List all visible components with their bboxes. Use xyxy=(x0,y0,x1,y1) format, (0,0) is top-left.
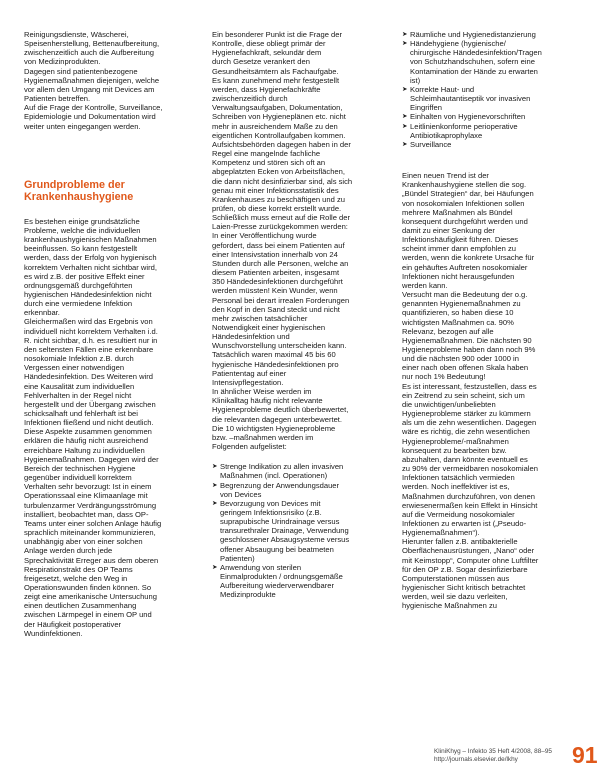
list-item: ➤ Anwendung von sterilen Einmalprodukten / ordnungsgemäße Aufbereitung wiederverwendbarer Medizinprodukte xyxy=(212,563,385,600)
journal-url: http://journals.elsevier.de/lkhy xyxy=(434,756,518,763)
intro-paragraph: Reinigungsdienste, Wäscherei, Speisenherstellung, Bettenaufbereitung, zwischenzeitlich auch die Aufbereitung von Medizinprodukten. Dagegen sind patientenbezogene Hygienemaßnahmen diejenigen, welche vor allem den Umgang mit Devices am Patienten betreffen. Auf die Frage der Kontrolle, Surveillance, Epidemiologie und Dokumentation wird weiter unten eingegangen werden. xyxy=(24,30,163,131)
column-right xyxy=(402,30,574,611)
journal-citation xyxy=(434,748,574,764)
list-item: ➤ Händehygiene (hygienische/ chirurgische Händedesinfektion/Tragen von Schutzhandschuhen, sofern eine Kontamination der Hände zu erwarten ist) xyxy=(402,39,574,85)
body-paragraph: Ein besonderer Punkt ist die Frage der Kontrolle, diese obliegt primär der Hygienefachkraft, sekundär dem durch Gesetze verankert den Gesundheitsämtern als Fachaufgabe. Es kann zunehmend mehr festgestellt werden, dass Hygienefachkräfte zwischenzeitlich durch Verwaltungsaufgaben, Dokumentation, Schreiben von Hygieneplänen etc. nicht mehr in ausreichendem Maße zu den eigentlichen Kontrollaufgaben kommen. Aufsichtsbehörden dagegen haben in der Regel eine mangelnde fachliche Kompetenz und stören sich oft an abgeplatzten Ecken von Arbeitsflächen, die dann nicht desinfizierbar sind, als sich genau mit einer Infektionsstatistik des Krankenhauses zu beschäftigen und zu prüfen, ob diese korrekt erstellt wurde. Schließlich muss erneut auf die Rolle der Laien-Presse zurückgekommen werden: In einer Veröffentlichung wurde gefordert, dass bei einem Patienten auf einer Intensivstation innerhalb von 24 Stunden durch alle Personen, welche an diesem Patienten arbeiten, insgesamt 350 Händedesinfektionen durchgeführt werden müssten! Kein Wunder, wenn Personal bei derart irrealen Forderungen den Kopf in den Sand steckt und nicht mehr zwischen tatsächlicher Notwendigkeit einer hygienischen Händedesinfektion und Wunschvorstellung unterscheiden kann. Tatsächlich waren maximal 45 bis 60 hygienische Händedesinfektionen pro Patiententag auf einer Intensivpflegestation. In ähnlicher Weise werden im Klinikalltag häufig nicht relevante Hygieneprobleme deutlich überbewertet, die relevanten dagegen unterbewertet. Die 10 wichtigsten Hygieneprobleme bzw. –maßnahmen werden im Folgenden aufgelistet: xyxy=(212,30,353,452)
column-middle xyxy=(212,30,385,610)
list-item: ➤ Korrekte Haut- und Schleimhautantiseptik vor invasiven Eingriffen xyxy=(402,85,574,112)
list-item: ➤ Bevorzugung von Devices mit geringem Infektionsrisiko (z.B. suprapubische Urindrainage versus transurethraler Drainage, Verwendung geschlossener Absaugsysteme versus offener Absaugung bei beatmeten Patienten) xyxy=(212,499,385,563)
list-item: ➤ Surveillance xyxy=(402,140,574,149)
measures-list xyxy=(212,462,385,599)
list-item: ➤ Strenge Indikation zu allen invasiven Maßnahmen (incl. Operationen) xyxy=(212,462,385,480)
list-item: ➤ Einhalten von Hygienevorschriften xyxy=(402,112,574,121)
column-left xyxy=(24,30,199,638)
list-item: ➤ Räumliche und Hygienedistanzierung xyxy=(402,30,574,39)
section-heading: Grundprobleme der Krankenhaushygiene xyxy=(24,178,134,203)
body-paragraph: Einen neuen Trend ist der Krankenhaushygiene stellen die sog. „Bündel Strategien“ dar, bei Häufungen von nosokomialen Infektionen sollen mehrere Maßnahmen als Bündel konsequent durchgeführt werden und damit zu einer Senkung der Infektionshäufigkeit führen. Dieses scheint immer dann empfohlen zu werden, wenn die konkrete Ursache für ein gehäuftes Auftreten nosokomialer Infektionen nicht herausgefunden werden kann. Versucht man die Bedeutung der o.g. genannten Hygienemaßnahmen zu quantifizieren, so haben diese 10 wichtigsten Maßnahmen ca. 90% Relevanz, bezogen auf alle Hygienemaßnahmen. Die nächsten 90 Hygieneprobleme haben dann noch 9% und die nächsten 900 oder 1000 in einer nach oben offenen Skala haben nur noch 1% Bedeutung! Es ist interessant, festzustellen, dass es ein Zeitrend zu sein scheint, sich um die unwichtigen/unbeliebten Hygieneprobleme stärker zu kümmern als um die zehn wesentlichen. Dagegen wäre es richtig, die zehn wesentlichen Hygieneprobleme/-maßnahmen konsequent zu bearbeiten bzw. abzuhalten, dann könnte eventuell es zu 90% der vermeidbaren nosokomialen Infektionen tatsächlich vermieden werden. Noch ineffektiver ist es, Maßnahmen durchzuführen, von denen erwiesenermaßen kein Effekt in Hinsicht auf die Vermeidung nosokomialer Infektionen zu erwarten ist („Pseudo- Hygienemaßnahmen“). Hierunter fallen z.B. antibakterielle Oberflächenausrüstungen, „Nano“ oder mit Keimstopp“, Computer ohne Luftfilter für den OP z.B. Sogar desinfizierbare Computerstationen müssen aus hygienischer Sicht kritisch betrachtet werden, weil sie dazu verleiten, hygienische Maßnahmen zu xyxy=(402,171,539,611)
page-footer xyxy=(402,742,598,772)
citation-line: KliniKhyg – Infekto 35 Heft 4/2008, 88–95 xyxy=(434,748,552,755)
page-number: 91 xyxy=(572,742,598,768)
measures-list-continued xyxy=(402,30,574,149)
list-item: ➤ Begrenzung der Anwendungsdauer von Devices xyxy=(212,481,385,499)
body-paragraph: Es bestehen einige grundsätzliche Probleme, welche die individuellen krankenhaushygienischen Maßnahmen beeinflussen. So kann festgestellt werden, dass der Erfolg von hygienisch korrektem Verhalten nicht sichtbar wird, es wird z.B. der positive Effekt einer ordnungsgemäß durchgeführten hygienischen Händedesinfektion nicht durch eine vermiedene Infektion erkennbar. Gleichermaßen wird das Ergebnis von individuell nicht korrektem Verhalten i.d. R. nicht sichtbar, d.h. es resultiert nur in den seltensten Fällen eine erkennbare nosokomiale Infektion z.B. durch Vergessen einer notwendigen Händedesinfektion. Des Weiteren wird eine Kausalität zum individuellen Fehlverhalten in der Regel nicht hergestellt und der Übergang zwischen schicksalhaft und fehlerhaft ist bei Infektionen fließend und nicht deutlich. Diese Aspekte zusammen genommen erklären die häufig nicht ausreichend erreichbare Haltung zu individuellen Hygienemaßnahmen. Dagegen wird der Bereich der technischen Hygiene gegenüber individuell korrektem Verhalten sehr bevorzugt: Ist in einem Operationssaal eine Klimaanlage mit turbulenzarmer Verdrängungsströmung installiert, beobachtet man, dass OP- Teams unter einer solchen Anlage häufig sprachlich miteinander kommunizieren, unabhängig aber von einer solchen Anlage werden durch jede Sprechaktivität Erreger aus dem oberen Respirationstrakt des OP Teams freigesetzt, welche den Weg in Operationswunden finden können. So zeigt eine amerikanische Untersuchung einen deutlichen Zusammenhang zwischen Lärmpegel in einem OP und der Häufigkeit postoperativer Wundinfektionen. xyxy=(24,216,162,638)
list-item: ➤ Leitlinienkonforme perioperative Antibiotikaprophylaxe xyxy=(402,122,574,140)
